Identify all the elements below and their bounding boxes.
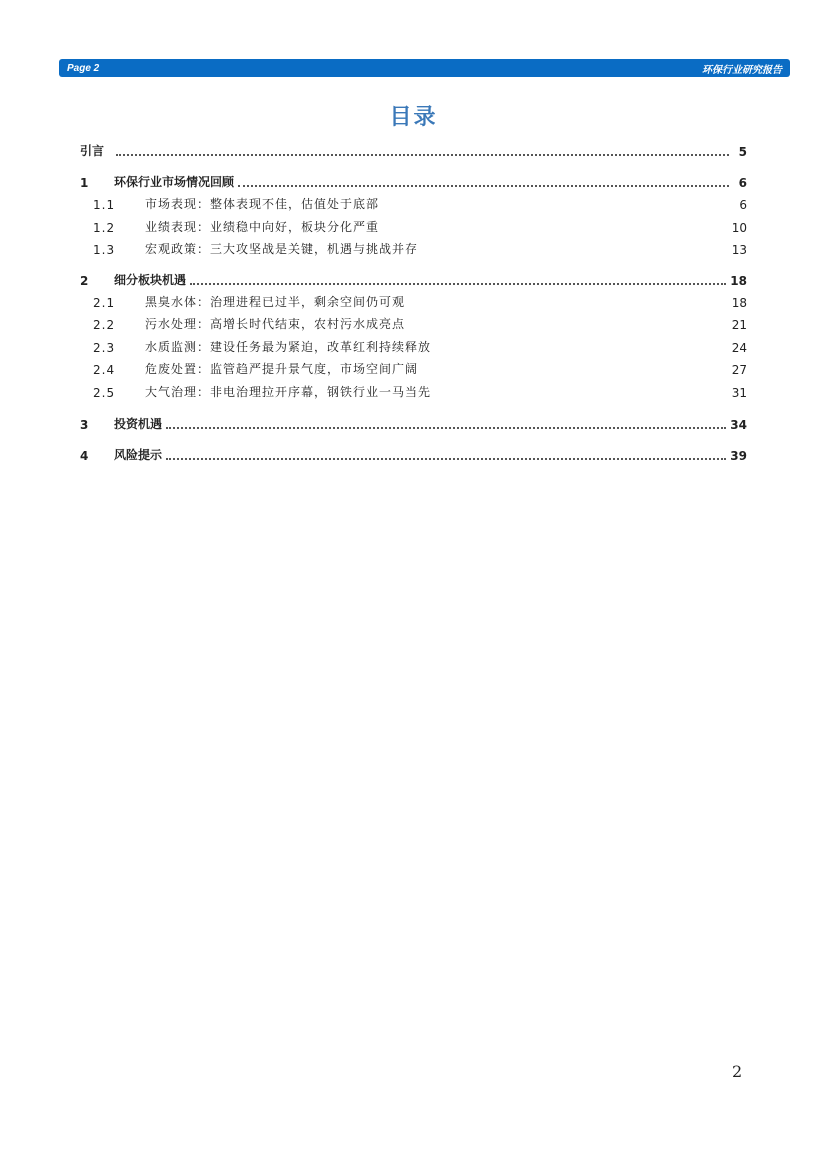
dot-leader xyxy=(116,153,729,156)
toc-entry-page: 6 xyxy=(739,198,747,212)
toc-entry-number: 1.1 xyxy=(93,198,116,212)
header-page-label: Page 2 xyxy=(67,62,100,74)
toc-entry-page: 18 xyxy=(731,296,747,310)
toc-entry-2[interactable] xyxy=(80,270,747,288)
toc-entry-2-5[interactable] xyxy=(93,382,747,400)
toc-entry-title: 细分板块机遇 xyxy=(114,273,187,287)
toc-entry-number: 4 xyxy=(80,449,89,463)
toc-entry-number: 2.3 xyxy=(93,341,116,355)
toc-entry-4[interactable] xyxy=(80,445,747,463)
toc-entry-number: 引言 xyxy=(80,144,105,158)
toc-entry-number: 2.1 xyxy=(93,296,116,310)
toc-entry-title: 风险提示 xyxy=(114,448,163,462)
toc-entry-number: 2.4 xyxy=(93,363,116,377)
toc-entry-title: 市场表现：整体表现不佳，估值处于底部 xyxy=(145,197,380,211)
toc-entry-number: 1.2 xyxy=(93,221,116,235)
dot-leader xyxy=(238,184,729,187)
toc-entry-3[interactable] xyxy=(80,414,747,432)
toc-entry-title: 危废处置：监管趋严提升景气度，市场空间广阔 xyxy=(145,362,419,376)
toc-entry-number: 2.5 xyxy=(93,386,116,400)
toc-entry-page: 21 xyxy=(731,318,747,332)
toc-entry-2-3[interactable] xyxy=(93,337,747,355)
toc-entry-page: 5 xyxy=(738,145,747,159)
toc-entry-1-2[interactable] xyxy=(93,217,747,235)
header-report-title: 环保行业研究报告 xyxy=(702,64,782,76)
toc-entry-page: 24 xyxy=(731,341,747,355)
toc-entry-page: 27 xyxy=(731,363,747,377)
toc-entry-page: 39 xyxy=(730,449,747,463)
toc-entry-title: 投资机遇 xyxy=(114,417,163,431)
toc-entry-title: 宏观政策：三大攻坚战是关键，机遇与挑战并存 xyxy=(145,242,419,256)
toc-title: 目录 xyxy=(389,105,438,130)
toc-entry-page: 6 xyxy=(738,176,747,190)
toc-entry-title: 环保行业市场情况回顾 xyxy=(114,175,235,189)
toc-entry-title: 水质监测：建设任务最为紧迫，改革红利持续释放 xyxy=(145,340,432,354)
toc-entry-page: 18 xyxy=(730,274,747,288)
toc-entry-1[interactable] xyxy=(80,172,747,190)
toc-entry-page: 34 xyxy=(730,418,747,432)
toc-entry-1-3[interactable] xyxy=(93,239,747,257)
toc-entry-number: 2 xyxy=(80,274,89,288)
dot-leader xyxy=(190,282,726,285)
toc-entry-page: 10 xyxy=(731,221,747,235)
toc-entry-number: 1.3 xyxy=(93,243,116,257)
toc-entry-page: 13 xyxy=(731,243,747,257)
toc-entry-2-4[interactable] xyxy=(93,359,747,377)
toc-entry-1-1[interactable] xyxy=(93,194,747,212)
page-number: 2 xyxy=(732,1062,743,1081)
toc-entry-2-1[interactable] xyxy=(93,292,747,310)
toc-entry-title: 污水处理：高增长时代结束，农村污水成亮点 xyxy=(145,317,406,331)
toc-entry-number: 2.2 xyxy=(93,318,116,332)
toc-entry-title: 黑臭水体：治理进程已过半，剩余空间仍可观 xyxy=(145,295,406,309)
dot-leader xyxy=(166,426,726,429)
toc-entry-number: 1 xyxy=(80,176,89,190)
toc-entry-title: 业绩表现：业绩稳中向好，板块分化严重 xyxy=(145,220,380,234)
dot-leader xyxy=(166,457,726,460)
toc-entry-2-2[interactable] xyxy=(93,314,747,332)
toc-entry-number: 3 xyxy=(80,418,89,432)
toc-entry-intro[interactable] xyxy=(80,141,747,159)
toc-entry-title: 大气治理：非电治理拉开序幕，钢铁行业一马当先 xyxy=(145,385,432,399)
toc-entry-page: 31 xyxy=(731,386,747,400)
